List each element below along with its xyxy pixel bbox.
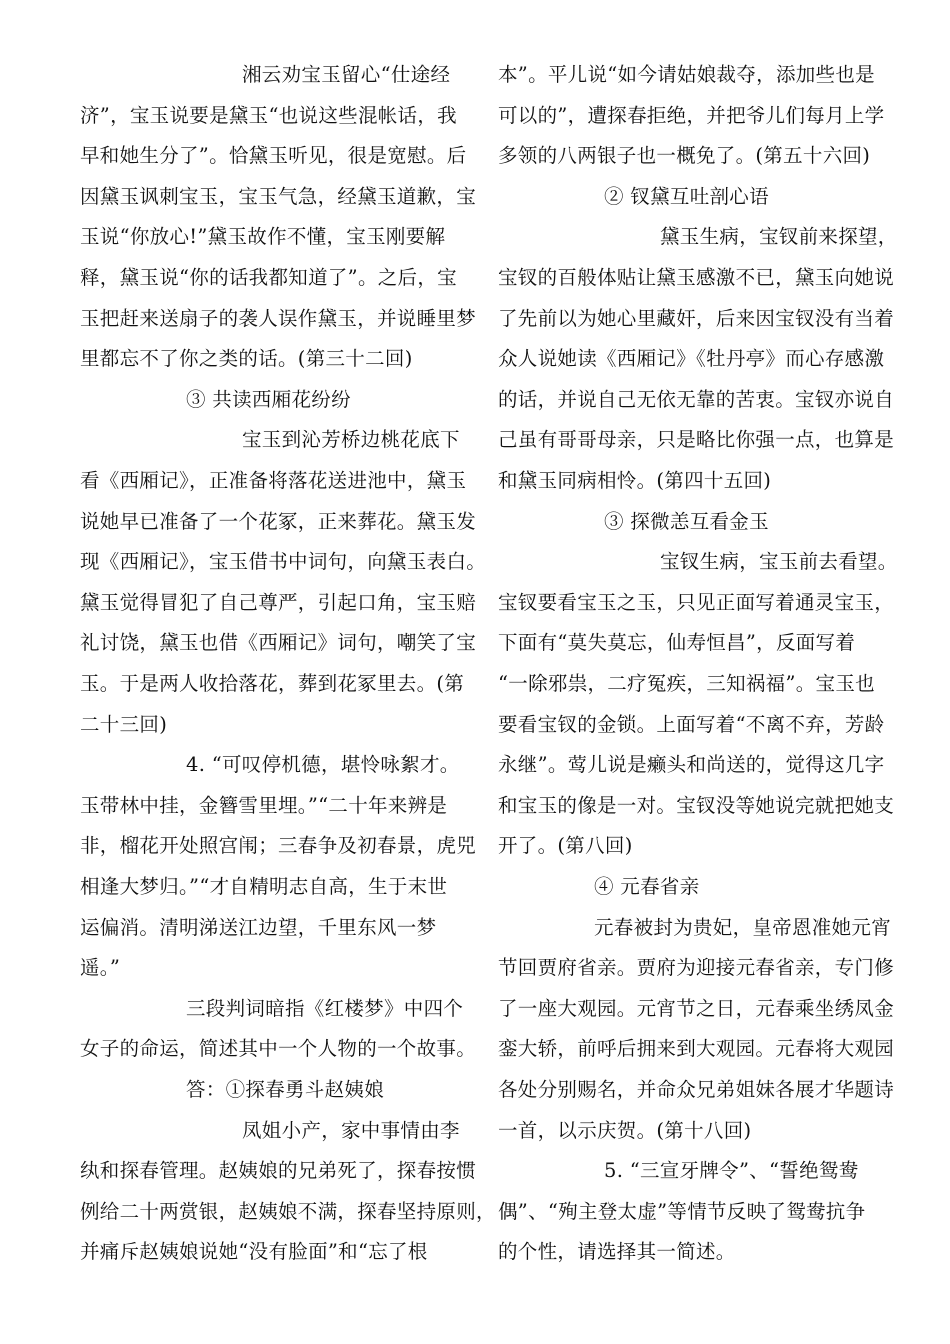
text-line: 释，黛玉说“你的话我都知道了”。之后，宝 bbox=[80, 266, 457, 289]
text-line: “一除邪祟，二疗冤疾，三知祸福”。宝玉也 bbox=[498, 672, 875, 695]
text-line: 玉说“你放心!”黛玉故作不懂，宝玉刚要解 bbox=[80, 225, 446, 248]
text-line: 玉带林中挂，金簪雪里埋。”“二十年来辨是 bbox=[80, 794, 448, 817]
text-line: 要看宝钗的金锁。上面写着“不离不弃，芳龄 bbox=[498, 713, 885, 736]
text-line: 多领的八两银子也一概免了。(第五十六回) bbox=[498, 144, 871, 167]
text-line: 例给二十两赏银，赵姨娘不满，探春坚持原则， bbox=[80, 1200, 496, 1223]
text-line: 因黛玉讽刺宝玉，宝玉气急，经黛玉道歉，宝 bbox=[80, 185, 477, 208]
text-line: 里都忘不了你之类的话。(第三十二回) bbox=[80, 347, 413, 370]
text-line: 说她早已准备了一个花冢，正来葬花。黛玉发 bbox=[80, 510, 477, 533]
text-line: 下面有“莫失莫忘，仙寿恒昌”，反面写着 bbox=[498, 631, 856, 654]
text-line: 偶”、“殉主登太虚”等情节反映了鸳鸯抗争 bbox=[498, 1200, 866, 1223]
text-line: 宝钗要看宝玉之玉，只见正面写着通灵宝玉， bbox=[498, 591, 895, 614]
text-line: 二十三回) bbox=[80, 713, 168, 736]
text-line: 玉把赶来送扇子的袭人误作黛玉，并说睡里梦 bbox=[80, 307, 477, 330]
text-line: 銮大轿，前呼后拥来到大观园。元春将大观园 bbox=[498, 1037, 895, 1060]
text-line: 早和她生分了”。恰黛玉听见，很是宽慰。后 bbox=[80, 144, 467, 167]
text-line: 5. “三宣牙牌令”、“誓绝鸳鸯 bbox=[604, 1159, 859, 1182]
text-line: 的个性，请选择其一简述。 bbox=[498, 1240, 736, 1263]
text-line: 礼讨饶，黛玉也借《西厢记》词句，嘲笑了宝 bbox=[80, 631, 477, 654]
text-line: 众人说她读《西厢记》《牡丹亭》而心存感激 bbox=[498, 347, 885, 370]
text-line: ④ 元春省亲 bbox=[594, 875, 700, 898]
text-line: 元春被封为贵妃，皇帝恩准她元宵 bbox=[594, 916, 892, 939]
text-line: 和黛玉同病相怜。(第四十五回) bbox=[498, 469, 772, 492]
text-line: 运偏消。清明涕送江边望，千里东风一梦 bbox=[80, 916, 437, 939]
text-line: 各处分别赐名，并命众兄弟姐妹各展才华题诗 bbox=[498, 1078, 895, 1101]
text-line: 遥。” bbox=[80, 956, 121, 979]
text-line: 永继”。莺儿说是癞头和尚送的，觉得这几字 bbox=[498, 753, 885, 776]
text-line: 玉。于是两人收拾落花，葬到花冢里去。(第 bbox=[80, 672, 465, 695]
text-line: 湘云劝宝玉留心“仕途经 bbox=[242, 63, 451, 86]
text-line: 并痛斥赵姨娘说她“没有脸面”和“忘了根 bbox=[80, 1240, 428, 1263]
text-line: 现《西厢记》，宝玉借书中词句，向黛玉表白。 bbox=[80, 550, 487, 573]
text-line: 非，榴花开处照宫闱；三春争及初春景，虎兕 bbox=[80, 834, 477, 857]
text-line: ③ 探微恙互看金玉 bbox=[604, 510, 769, 533]
text-line: 黛玉觉得冒犯了自己尊严，引起口角，宝玉赔 bbox=[80, 591, 477, 614]
text-line: 纨和探春管理。赵姨娘的兄弟死了，探春按惯 bbox=[80, 1159, 477, 1182]
text-line: 宝玉到沁芳桥边桃花底下 bbox=[242, 428, 460, 451]
text-line: 宝钗的百般体贴让黛玉感激不已，黛玉向她说 bbox=[498, 266, 895, 289]
text-line: 可以的”，遭探春拒绝，并把爷儿们每月上学 bbox=[498, 104, 885, 127]
text-line: 女子的命运，简述其中一个人物的一个故事。 bbox=[80, 1037, 477, 1060]
text-line: 看《西厢记》，正准备将落花送进池中，黛玉 bbox=[80, 469, 467, 492]
text-line: 宝钗生病，宝玉前去看望。 bbox=[660, 550, 898, 573]
text-line: 济”，宝玉说要是黛玉“也说这些混帐话，我 bbox=[80, 104, 457, 127]
text-line: ③ 共读西厢花纷纷 bbox=[186, 388, 351, 411]
text-line: 节回贾府省亲。贾府为迎接元春省亲，专门修 bbox=[498, 956, 895, 979]
text-line: 三段判词暗指《红楼梦》中四个 bbox=[186, 997, 464, 1020]
text-line: 答：①探春勇斗赵姨娘 bbox=[186, 1078, 385, 1101]
text-line: 相逢大梦归。”“才自精明志自高，生于末世 bbox=[80, 875, 448, 898]
text-line: 己虽有哥哥母亲，只是略比你强一点，也算是 bbox=[498, 428, 895, 451]
text-line: 和宝玉的像是一对。宝钗没等她说完就把她支 bbox=[498, 794, 895, 817]
text-line: 凤姐小产，家中事情由李 bbox=[242, 1119, 460, 1142]
text-line: 了先前以为她心里藏奸，后来因宝钗没有当着 bbox=[498, 307, 895, 330]
text-line: 本”。平儿说“如今请姑娘裁夺，添加些也是 bbox=[498, 63, 875, 86]
text-line: 4. “可叹停机德，堪怜咏絮才。 bbox=[186, 753, 460, 776]
text-line: 了一座大观园。元宵节之日，元春乘坐绣凤金 bbox=[498, 997, 895, 1020]
text-line: 的话，并说自己无依无靠的苦衷。宝钗亦说自 bbox=[498, 388, 895, 411]
text-line: 黛玉生病，宝钗前来探望， bbox=[660, 225, 898, 248]
text-line: 一首，以示庆贺。(第十八回) bbox=[498, 1119, 752, 1142]
text-line: 开了。(第八回) bbox=[498, 834, 633, 857]
text-line: ② 钗黛互吐剖心语 bbox=[604, 185, 769, 208]
